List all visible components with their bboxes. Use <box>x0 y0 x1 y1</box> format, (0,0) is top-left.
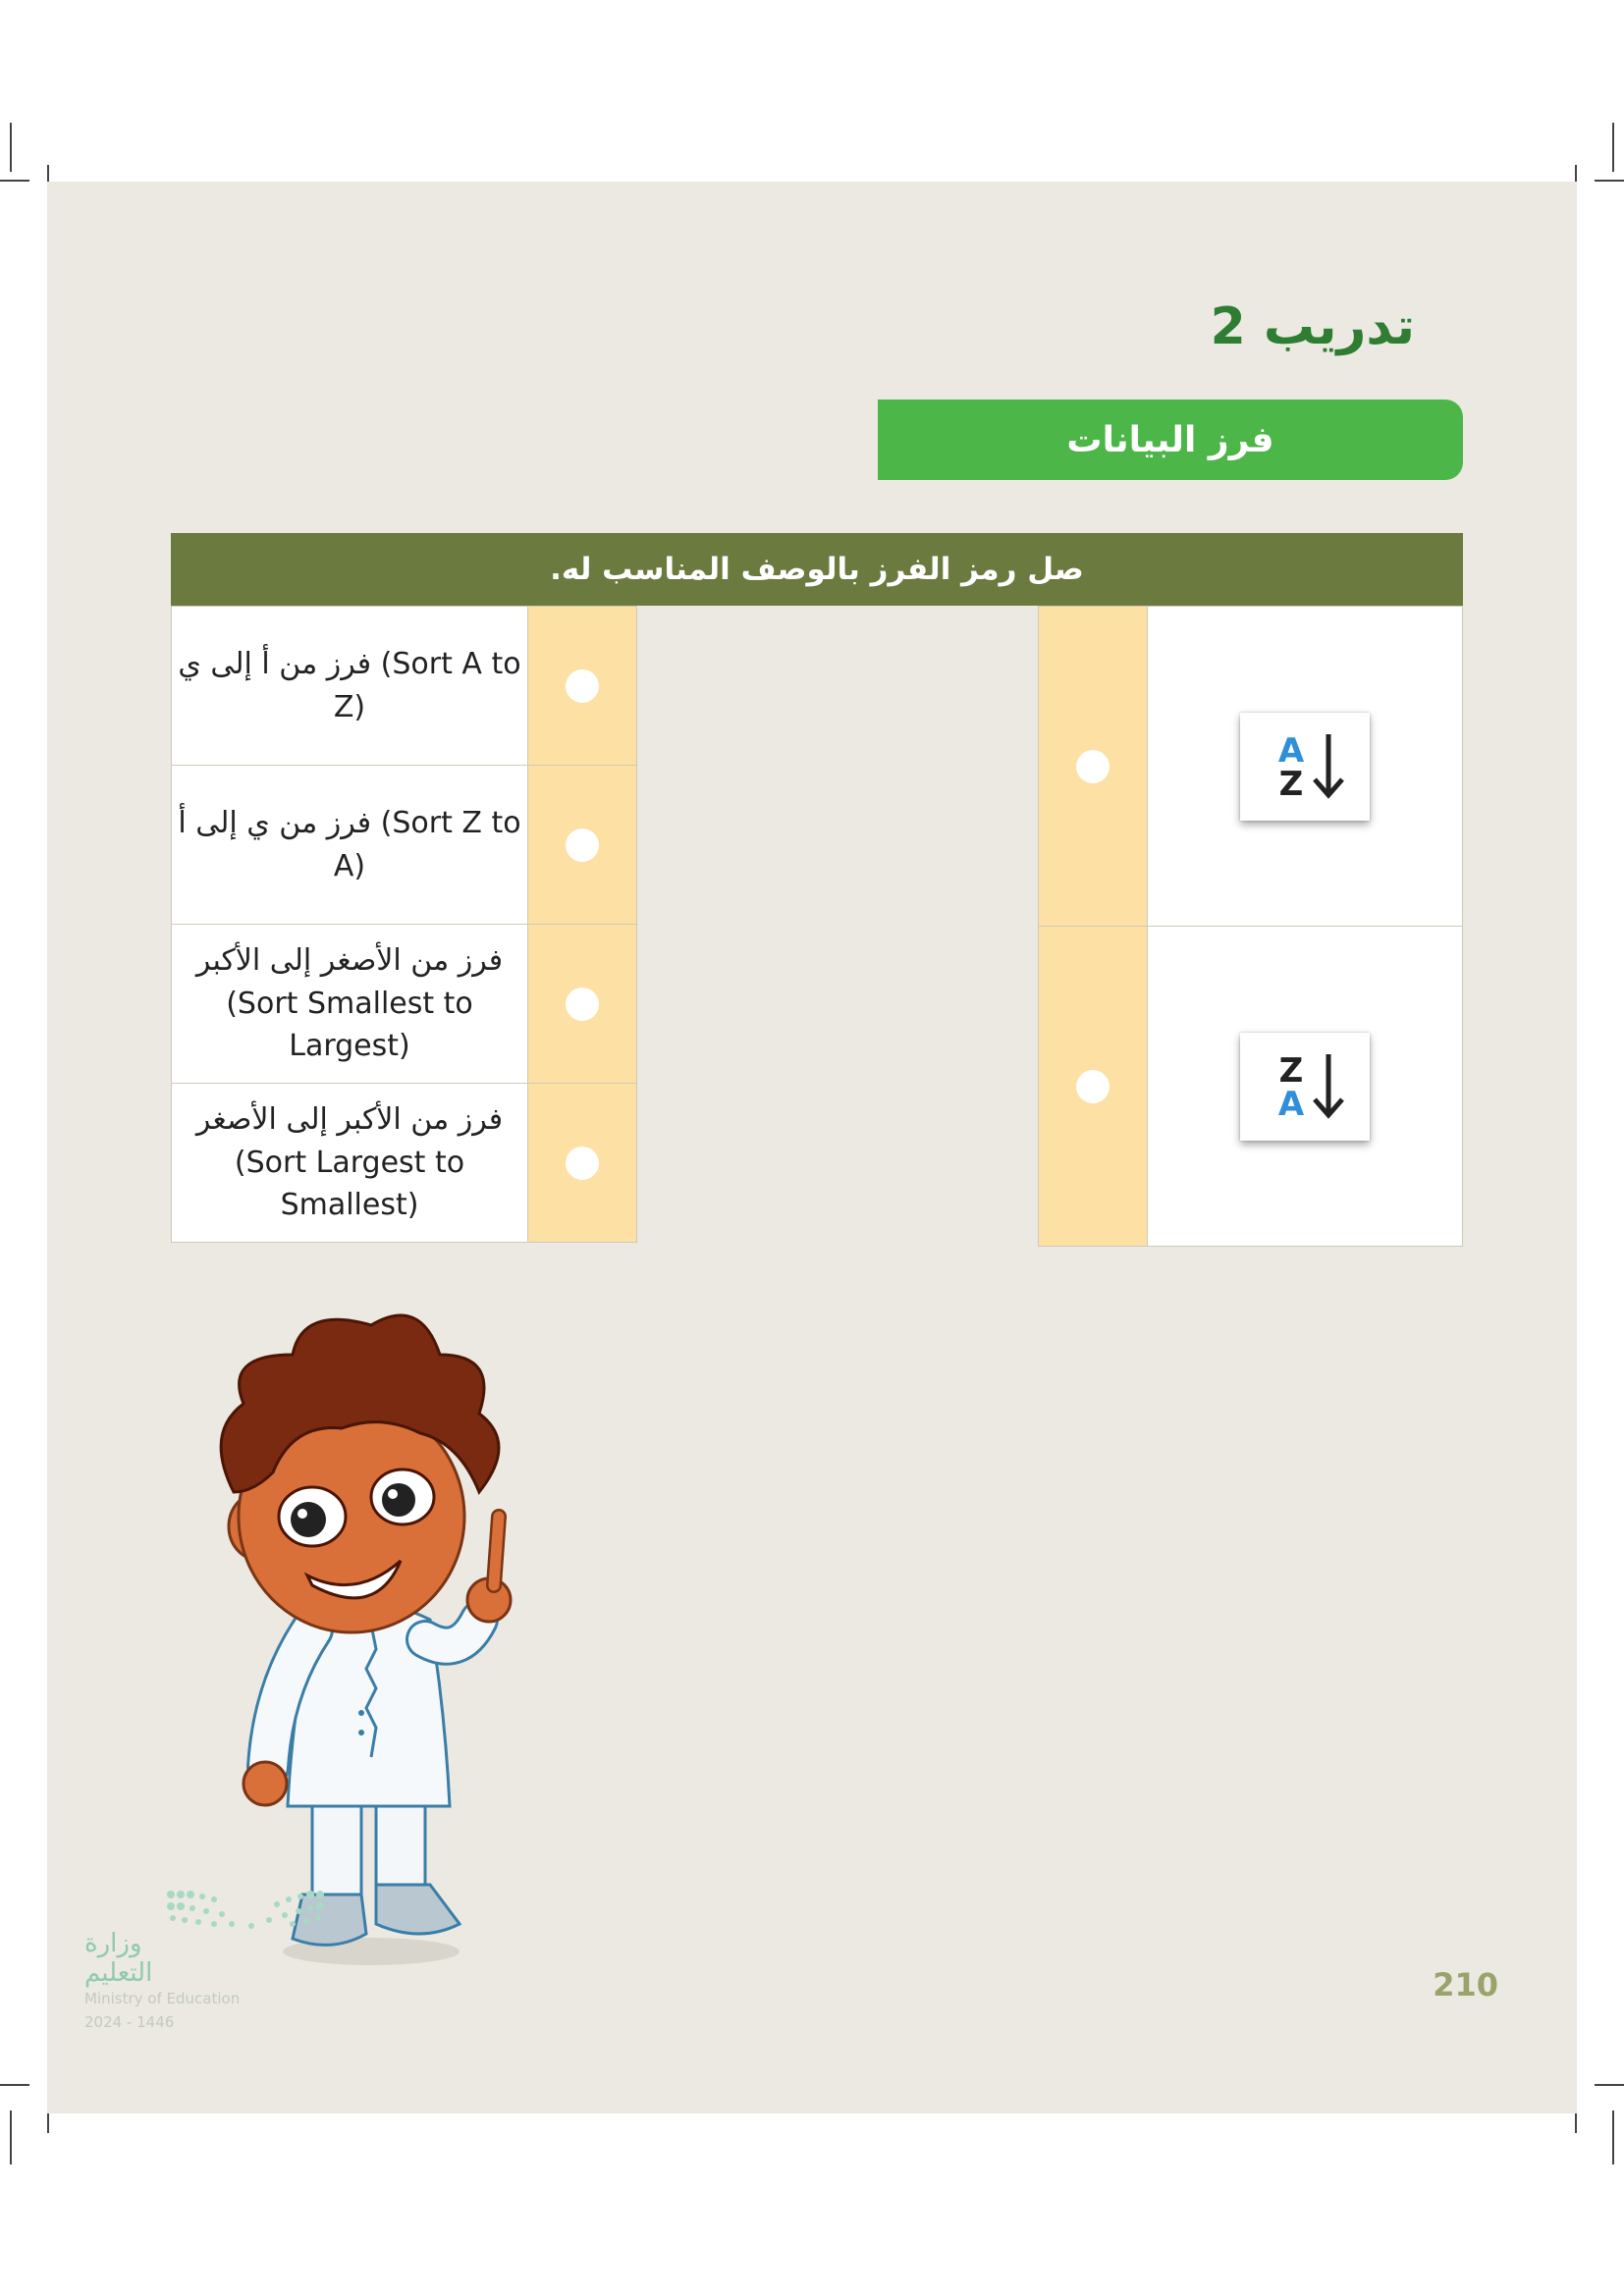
description-cell <box>172 766 528 925</box>
sort-icons-table <box>1038 606 1463 1247</box>
connect-dot[interactable] <box>566 988 599 1021</box>
ministry-year: 2024 - 1446 <box>84 2013 175 2031</box>
instruction-bar <box>171 533 1463 606</box>
instruction-text: صل رمز الفرز بالوصف المناسب له. <box>550 552 1084 587</box>
ministry-name-en: Ministry of Education <box>84 1990 241 2007</box>
icon-row <box>1039 927 1463 1247</box>
description-row <box>172 925 637 1084</box>
description-en: (Sort Z to A) <box>333 806 521 883</box>
exercise-title: تدريب 2 <box>1210 297 1415 356</box>
letter-top: Z <box>1278 1050 1304 1091</box>
dot-cell <box>528 607 637 766</box>
sort-z-to-a-icon[interactable] <box>1240 1033 1370 1141</box>
crop-mark <box>1612 2110 1614 2164</box>
sort-z-to-a-glyph <box>1240 1033 1370 1141</box>
description-ar: فرز من الأصغر إلى الأكبر <box>195 943 504 979</box>
description-ar: فرز من أ إلى ي <box>178 647 372 681</box>
crop-mark <box>0 2084 29 2086</box>
description-cell <box>172 925 528 1084</box>
connect-dot[interactable] <box>566 828 599 862</box>
crop-mark <box>0 180 29 182</box>
dot-cell <box>528 1084 637 1243</box>
description-row <box>172 607 637 766</box>
dot-cell <box>1039 607 1148 927</box>
page-number: 210 <box>1433 1966 1498 2003</box>
section-label: فرز البيانات <box>1066 419 1274 460</box>
description-ar: فرز من الأكبر إلى الأصغر <box>195 1102 504 1138</box>
section-tab <box>878 400 1463 480</box>
crop-mark <box>10 2110 12 2164</box>
sort-a-to-z-icon[interactable] <box>1240 713 1370 821</box>
icon-cell <box>1148 607 1463 927</box>
description-row <box>172 766 637 925</box>
crop-mark <box>1595 180 1624 182</box>
description-en: (Sort Smallest to Largest) <box>226 986 473 1064</box>
crop-mark <box>1595 2084 1624 2086</box>
icon-row <box>1039 607 1463 927</box>
icon-cell <box>1148 927 1463 1247</box>
dot-cell <box>528 766 637 925</box>
letter-bottom: A <box>1277 1084 1305 1124</box>
descriptions-table <box>171 606 637 1243</box>
crop-mark <box>1612 123 1614 172</box>
description-ar: فرز من ي إلى أ <box>178 806 372 840</box>
letter-top: A <box>1277 730 1305 771</box>
ministry-logo-icon <box>163 1885 330 1934</box>
crop-mark <box>10 123 12 172</box>
description-cell <box>172 607 528 766</box>
workbook-page <box>47 182 1577 2113</box>
letter-bottom: Z <box>1278 764 1304 804</box>
connect-dot[interactable] <box>566 1147 599 1180</box>
dot-cell <box>1039 927 1148 1247</box>
connect-dot[interactable] <box>1076 750 1110 783</box>
ministry-watermark <box>84 1929 240 2031</box>
boy-mascot-illustration <box>165 1296 715 1983</box>
description-en: (Sort A to Z) <box>333 647 521 724</box>
description-cell <box>172 1084 528 1243</box>
description-en: (Sort Largest to Smallest) <box>234 1145 465 1223</box>
connect-dot[interactable] <box>566 669 599 703</box>
sort-a-to-z-glyph <box>1240 713 1370 821</box>
connect-dot[interactable] <box>1076 1070 1110 1103</box>
description-row <box>172 1084 637 1243</box>
dot-cell <box>528 925 637 1084</box>
ministry-name-ar: وزارة التعليم <box>84 1929 153 1988</box>
